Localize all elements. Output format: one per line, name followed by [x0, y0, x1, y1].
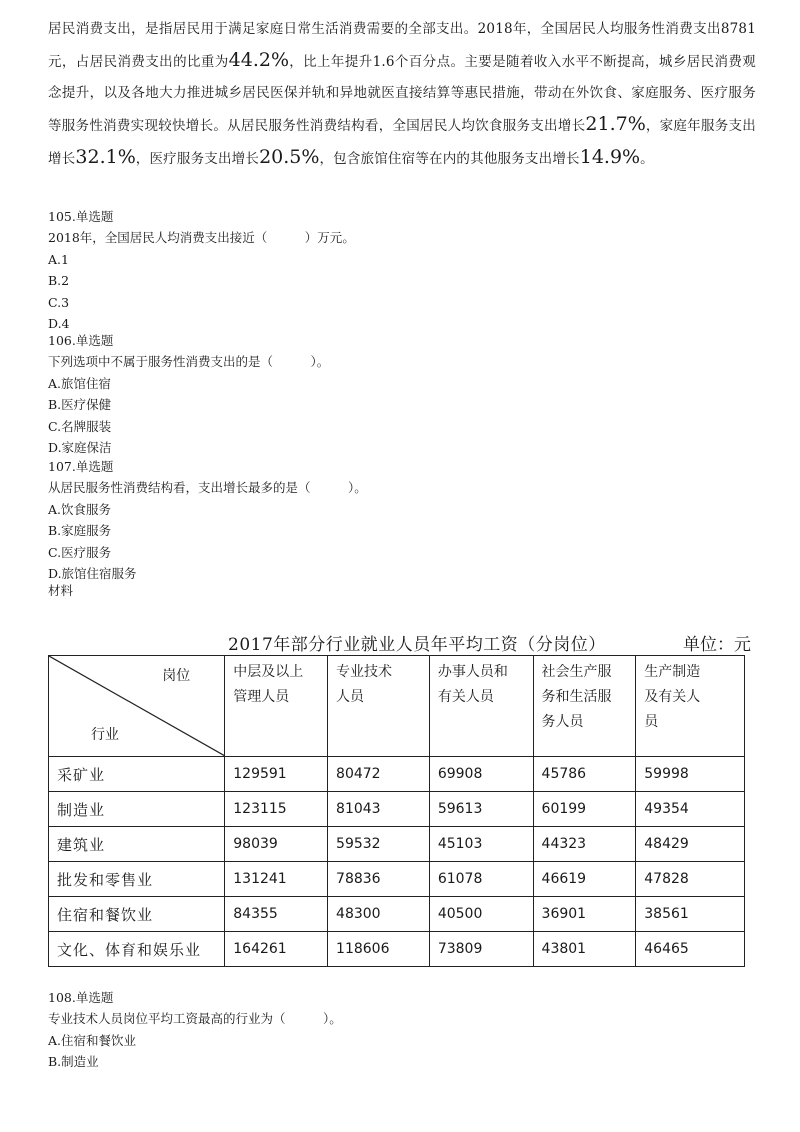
header-line: 务和生活服 [541, 689, 612, 705]
value-cell: 45786 [533, 757, 636, 792]
paragraph-text: ，家庭年服务支出增长 [48, 118, 756, 167]
industry-cell: 住宿和餐饮业 [49, 897, 225, 932]
question-108 [48, 987, 748, 1073]
value-cell: 123115 [225, 792, 328, 827]
table-row [49, 897, 745, 932]
column-header [328, 656, 430, 757]
option-a[interactable]: A.饮食服务 [48, 501, 112, 517]
header-line: 务人员 [541, 714, 584, 730]
paragraph-text: 居民消费支出，是指居民用于满足家庭日常生活消费需要的全部支出。2018年，全国居民人均服务性消费支出8781元，占居民消费支出的比重为 [48, 21, 756, 70]
question-number: 105.单选题 [48, 209, 114, 224]
material-label: 材料 [48, 583, 74, 598]
table-corner-cell [49, 656, 225, 757]
value-cell: 46619 [533, 862, 636, 897]
table-unit: 单位：元 [683, 635, 751, 655]
value-cell: 69908 [429, 757, 533, 792]
industry-cell: 采矿业 [49, 757, 225, 792]
value-cell: 78836 [328, 862, 430, 897]
value-cell: 40500 [429, 897, 533, 932]
question-106 [48, 330, 748, 458]
percent-value: 21.7% [585, 113, 646, 135]
paragraph-text: ，医疗服务支出增长 [135, 151, 260, 167]
value-cell: 60199 [533, 792, 636, 827]
value-cell: 61078 [429, 862, 533, 897]
corner-label-industry: 行业 [91, 727, 119, 743]
diagonal-divider [49, 656, 225, 756]
value-cell: 46465 [636, 932, 745, 967]
value-cell: 59998 [636, 757, 745, 792]
question-stem: 专业技术人员岗位平均工资最高的行业为（ ）。 [48, 1011, 342, 1027]
header-line: 办事人员和 [437, 664, 508, 680]
value-cell: 59532 [328, 827, 430, 862]
wage-table [48, 655, 745, 967]
column-header [636, 656, 745, 757]
value-cell: 84355 [225, 897, 328, 932]
value-cell: 98039 [225, 827, 328, 862]
paragraph-text: 。 [640, 151, 654, 167]
percent-value: 32.1% [75, 146, 136, 168]
header-line: 生产制造 [644, 664, 701, 680]
value-cell: 164261 [225, 932, 328, 967]
value-cell: 43801 [533, 932, 636, 967]
column-header [429, 656, 533, 757]
header-line: 社会生产服 [541, 664, 612, 680]
industry-cell: 文化、体育和娱乐业 [49, 932, 225, 967]
value-cell: 129591 [225, 757, 328, 792]
value-cell: 44323 [533, 827, 636, 862]
table-row [49, 862, 745, 897]
question-stem: 2018年，全国居民人均消费支出接近（ ）万元。 [48, 230, 355, 246]
question-stem: 从居民服务性消费结构看，支出增长最多的是（ ）。 [48, 480, 367, 496]
percent-value: 14.9% [579, 146, 641, 168]
header-line: 专业技术 [336, 664, 393, 680]
option-c[interactable]: C.3 [48, 294, 70, 310]
option-b[interactable]: B.医疗保健 [48, 397, 112, 413]
option-a[interactable]: A.住宿和餐饮业 [48, 1032, 137, 1048]
option-c[interactable]: C.名牌服装 [48, 418, 112, 434]
option-b[interactable]: B.制造业 [48, 1054, 99, 1070]
option-d[interactable]: D.家庭保洁 [48, 440, 112, 456]
material-paragraph [48, 14, 756, 175]
value-cell: 48429 [636, 827, 745, 862]
table-row [49, 757, 745, 792]
option-b[interactable]: B.2 [48, 273, 70, 289]
column-header [225, 656, 328, 757]
industry-cell: 制造业 [49, 792, 225, 827]
value-cell: 47828 [636, 862, 745, 897]
percent-value: 20.5% [259, 146, 320, 168]
question-number: 107.单选题 [48, 459, 114, 474]
column-header [533, 656, 636, 757]
paragraph-text: ，比上年提升1.6个百分点。主要是随着收入水平不断提高，城乡居民消费观念提升，以及各地大力推进城乡居民医保并轨和异地就医直接结算等惠民措施，带动在外饮食、家庭服务、医疗服务等服务性消费实现较快增长。从居民服务性消费结构看，全国居民人均饮食服务支出增长 [48, 54, 757, 134]
question-105 [48, 206, 748, 334]
value-cell: 81043 [328, 792, 430, 827]
question-107 [48, 456, 748, 584]
value-cell: 73809 [429, 932, 533, 967]
header-line: 有关人员 [437, 689, 494, 705]
header-line: 人员 [336, 689, 365, 705]
option-d[interactable]: D.4 [48, 316, 70, 332]
question-stem: 下列选项中不属于服务性消费支出的是（ ）。 [48, 354, 330, 370]
header-line: 员 [644, 714, 659, 730]
option-d[interactable]: D.旅馆住宿服务 [48, 566, 137, 582]
table-row [49, 932, 745, 967]
table-title: 2017年部分行业就业人员年平均工资（分岗位） [228, 635, 606, 655]
question-number: 108.单选题 [48, 990, 114, 1005]
value-cell: 80472 [328, 757, 430, 792]
question-number: 106.单选题 [48, 333, 114, 348]
value-cell: 38561 [636, 897, 745, 932]
value-cell: 36901 [533, 897, 636, 932]
corner-label-position: 岗位 [162, 668, 191, 684]
value-cell: 49354 [636, 792, 745, 827]
option-a[interactable]: A.1 [48, 251, 69, 267]
header-line: 及有关人 [644, 689, 701, 705]
percent-value: 44.2% [228, 49, 290, 71]
table-row [49, 827, 745, 862]
table-header-row [49, 656, 745, 757]
option-a[interactable]: A.旅馆住宿 [48, 375, 112, 391]
option-b[interactable]: B.家庭服务 [48, 523, 112, 539]
value-cell: 48300 [328, 897, 430, 932]
value-cell: 45103 [429, 827, 533, 862]
value-cell: 131241 [225, 862, 328, 897]
value-cell: 59613 [429, 792, 533, 827]
industry-cell: 建筑业 [49, 827, 225, 862]
value-cell: 118606 [328, 932, 430, 967]
header-line: 中层及以上 [233, 664, 304, 680]
option-c[interactable]: C.医疗服务 [48, 544, 112, 560]
paragraph-text: ，包含旅馆住宿等在内的其他服务支出增长 [319, 151, 580, 167]
industry-cell: 批发和零售业 [49, 862, 225, 897]
table-row [49, 792, 745, 827]
header-line: 管理人员 [233, 689, 290, 705]
